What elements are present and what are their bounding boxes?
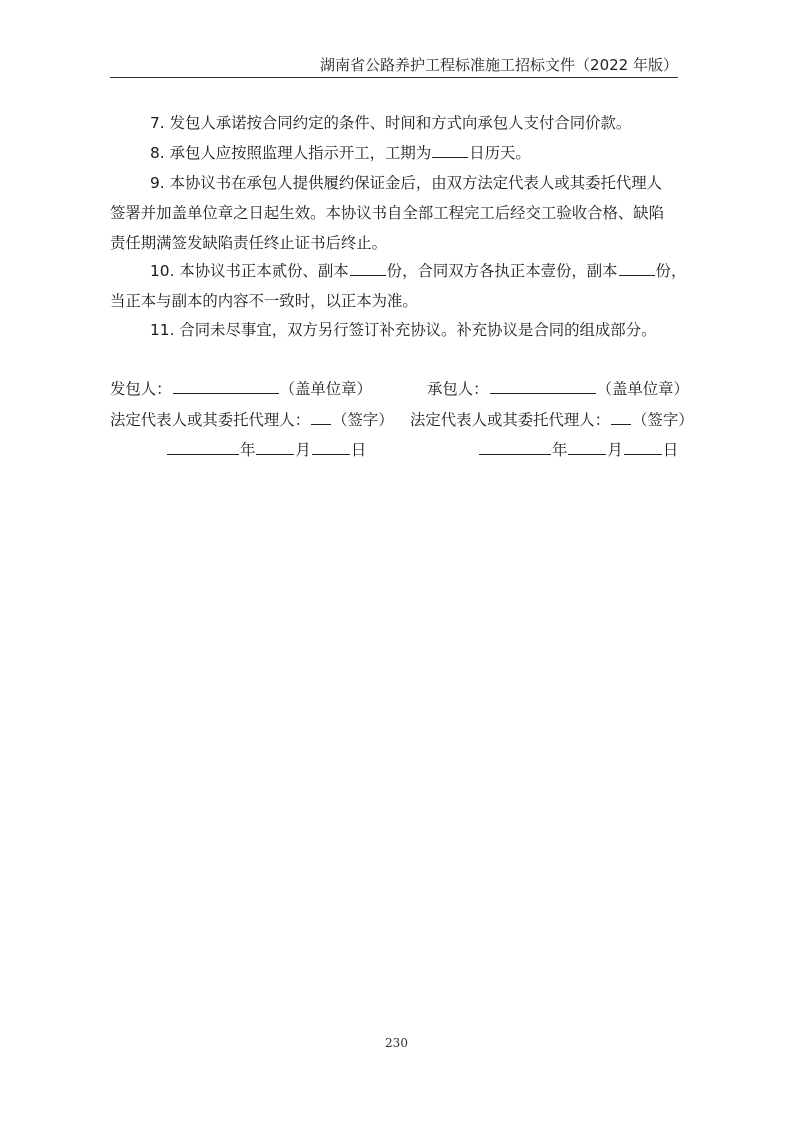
clause-10-text-b: 份，合同双方各执正本壹份，副本	[386, 262, 618, 280]
clause-8	[110, 138, 722, 168]
contractor-representative	[410, 408, 694, 430]
employer-date	[166, 438, 366, 460]
clause-10-line-1	[110, 256, 722, 286]
header-rule	[110, 77, 678, 78]
employer-month-label: 月	[295, 441, 311, 459]
clause-9-line-3: 责任期满签发缺陷责任终止证书后终止。	[110, 234, 388, 252]
contractor-month-label: 月	[607, 441, 623, 459]
clause-8-text-after: 日历天。	[469, 144, 531, 162]
employer-label: 发包人：	[110, 380, 172, 398]
contractor-year-blank	[479, 438, 551, 455]
contractor-year-label: 年	[552, 441, 568, 459]
employer-sign-note: （签字）	[332, 411, 394, 429]
employer-signature	[110, 377, 372, 399]
contractor-sign-note: （签字）	[632, 411, 694, 429]
employer-day-blank	[312, 438, 350, 455]
contractor-label: 承包人：	[427, 380, 489, 398]
duration-blank	[432, 141, 468, 158]
contractor-day-label: 日	[662, 441, 679, 459]
clause-11: 11. 合同未尽事宜，双方另行签订补充协议。补充协议是合同的组成部分。	[150, 321, 657, 339]
contractor-rep-label: 法定代表人或其委托代理人：	[410, 411, 611, 429]
contractor-seal-note: （盖单位章）	[596, 380, 689, 398]
employer-rep-label: 法定代表人或其委托代理人：	[110, 411, 311, 429]
employer-month-blank	[256, 438, 294, 455]
contractor-day-blank	[624, 438, 662, 455]
employer-seal-note: （盖单位章）	[279, 380, 372, 398]
clause-8-text-before: 8. 承包人应按照监理人指示开工，工期为	[150, 144, 432, 162]
copies-blank-2	[619, 259, 655, 276]
contractor-date	[478, 438, 678, 460]
employer-year-label: 年	[240, 441, 256, 459]
employer-rep-blank	[311, 408, 331, 425]
employer-representative	[110, 408, 394, 430]
employer-blank	[173, 377, 279, 394]
contractor-blank	[490, 377, 596, 394]
running-header: 湖南省公路养护工程标准施工招标文件（2022 年版）	[320, 56, 678, 74]
clause-10-text-c: 份，	[655, 262, 687, 280]
contractor-signature	[427, 377, 689, 399]
contractor-rep-blank	[611, 408, 631, 425]
employer-year-blank	[167, 438, 239, 455]
clause-9-line-1: 9. 本协议书在承包人提供履约保证金后，由双方法定代表人或其委托代理人	[150, 174, 663, 192]
clause-7: 7. 发包人承诺按合同约定的条件、时间和方式向承包人支付合同价款。	[150, 114, 632, 132]
clause-9-line-2: 签署并加盖单位章之日起生效。本协议书自全部工程完工后经交工验收合格、缺陷	[110, 204, 665, 222]
clause-10-text-a: 10. 本协议书正本贰份、副本	[150, 262, 349, 280]
copies-blank-1	[350, 259, 386, 276]
contractor-month-blank	[568, 438, 606, 455]
employer-day-label: 日	[350, 441, 367, 459]
page-number: 230	[385, 1036, 408, 1050]
clause-10-line-2: 当正本与副本的内容不一致时，以正本为准。	[110, 292, 418, 310]
